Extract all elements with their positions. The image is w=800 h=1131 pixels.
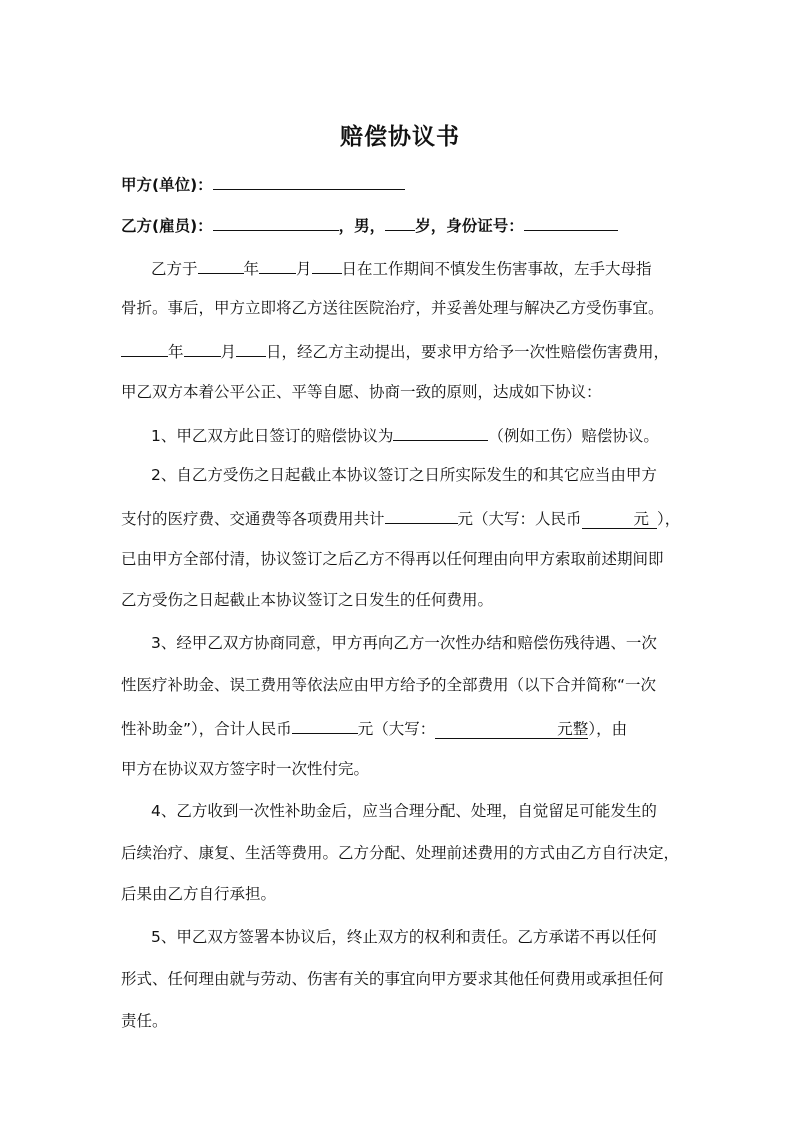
- intro-text: 年: [243, 260, 260, 278]
- intro-line-3: [121, 339, 669, 363]
- party-a-line: [121, 172, 405, 196]
- intro-text: 月: [296, 260, 312, 278]
- clause-2-text: 元（大写：人民币: [457, 510, 582, 528]
- clause-2-text: 元: [633, 510, 650, 528]
- party-b-name-field[interactable]: [213, 213, 339, 231]
- clause-4-line-3: 后果由乙方自行承担。: [121, 885, 277, 903]
- intro-text: 乙方于: [151, 260, 198, 278]
- clause-1-text: （例如工伤）赔偿协议。: [488, 427, 659, 445]
- intro-text: 年: [168, 343, 184, 361]
- party-b-gender: ，男，: [338, 217, 386, 235]
- clause-4-line-1: 4、乙方收到一次性补助金后，应当合理分配、处理，自觉留足可能发生的: [151, 802, 657, 820]
- clause-3-line-3: [121, 716, 627, 740]
- clause-4-line-2: 后续治疗、康复、生活等费用。乙方分配、处理前述费用的方式由乙方自行决定，: [121, 844, 680, 862]
- clause-1-text: 1、甲乙双方此日签订的赔偿协议为: [151, 427, 394, 445]
- clause-3-text: ），由: [588, 720, 628, 738]
- clause-2-text: 支付的医疗费、交通费等各项费用共计: [121, 510, 385, 528]
- lump-sum-amount-field[interactable]: [292, 716, 358, 734]
- party-b-id-label: 身份证号：: [446, 217, 524, 235]
- lump-sum-amount-words-field[interactable]: [435, 720, 588, 739]
- incident-month-field[interactable]: [259, 256, 296, 274]
- clause-5-line-2: 形式、任何理由就与劳动、伤害有关的事宜向甲方要求其他任何费用或承担任何: [121, 970, 664, 988]
- clause-3-line-2: 性医疗补助金、误工费用等依法应由甲方给予的全部费用（以下合并简称“一次: [121, 676, 657, 694]
- incident-year-field[interactable]: [198, 256, 244, 274]
- party-b-age-field[interactable]: [385, 213, 415, 231]
- agreement-type-field[interactable]: [393, 423, 488, 441]
- intro-text: 日，经乙方主动提出，要求甲方给予一次性赔偿伤害费用，: [266, 343, 670, 361]
- intro-line-2: 骨折。事后，甲方立即将乙方送往医院治疗，并妥善处理与解决乙方受伤事宜。: [121, 299, 664, 317]
- clause-5-line-1: 5、甲乙双方签署本协议后，终止双方的权利和责任。乙方承诺不再以任何: [151, 928, 657, 946]
- clause-3-line-4: 甲方在协议双方签字时一次性付完。: [121, 760, 370, 778]
- party-b-age-suffix: 岁，: [415, 217, 447, 235]
- clause-5-line-3: 责任。: [121, 1012, 168, 1030]
- clause-2-line-4: 乙方受伤之日起截止本协议签订之日发生的任何费用。: [121, 591, 494, 609]
- party-b-label: 乙方(雇员)：: [121, 217, 213, 235]
- clause-3-text: 性补助金”），合计人民币: [121, 720, 292, 738]
- clause-2-line-2: [121, 506, 680, 530]
- clause-3-text: 元（大写：: [357, 720, 436, 738]
- clause-3-text: 元整: [557, 720, 589, 738]
- request-year-field[interactable]: [121, 339, 168, 357]
- clause-2-text: ），: [657, 510, 681, 528]
- document-title: 赔偿协议书: [340, 124, 460, 150]
- expense-amount-words-field[interactable]: [582, 510, 658, 529]
- clause-2-line-1: 2、自乙方受伤之日起截止本协议签订之日所实际发生的和其它应当由甲方: [151, 466, 657, 484]
- request-day-field[interactable]: [236, 339, 266, 357]
- intro-line-1: [151, 256, 652, 280]
- clause-2-line-3: 已由甲方全部付清，协议签订之后乙方不得再以任何理由向甲方索取前述期间即: [121, 550, 664, 568]
- clause-1: [151, 423, 659, 447]
- party-a-label: 甲方(单位)：: [121, 176, 213, 194]
- request-month-field[interactable]: [184, 339, 221, 357]
- incident-day-field[interactable]: [312, 256, 342, 274]
- intro-text: 日在工作期间不慎发生伤害事故，左手大母指: [341, 260, 652, 278]
- clause-3-line-1: 3、经甲乙双方协商同意，甲方再向乙方一次性办结和赔偿伤残待遇、一次: [151, 634, 657, 652]
- expense-amount-field[interactable]: [385, 506, 458, 524]
- intro-text: 月: [220, 343, 237, 361]
- party-b-id-field[interactable]: [524, 213, 618, 231]
- intro-line-4: 甲乙双方本着公平公正、平等自愿、协商一致的原则，达成如下协议：: [121, 383, 602, 401]
- party-a-name-field[interactable]: [213, 172, 405, 190]
- party-b-line: [121, 213, 618, 237]
